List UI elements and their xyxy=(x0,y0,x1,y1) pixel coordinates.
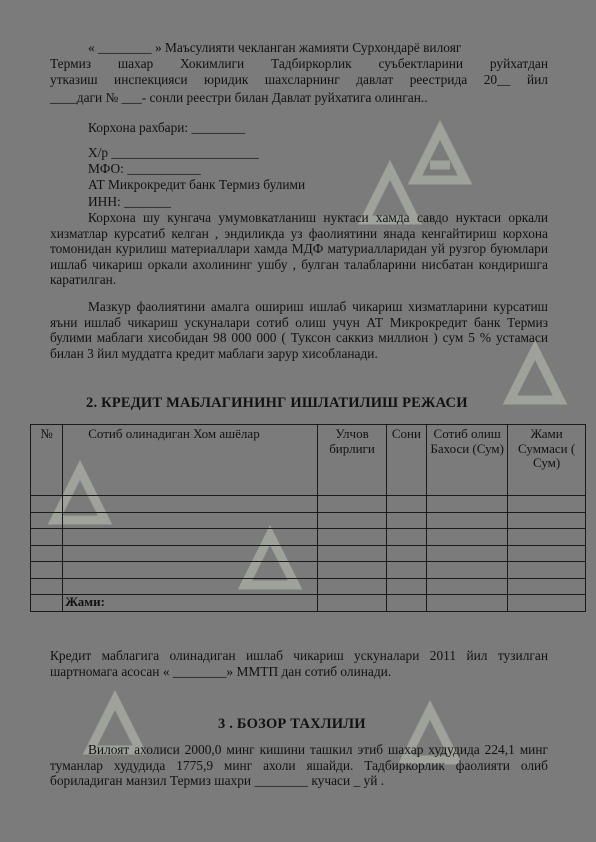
total-label: Жами: xyxy=(63,595,318,612)
body-paragraph: Мазкур фаолиятини амалга ошириш ишлаб чикариш хизматларини курсатиш яъни ишлаб чикариш ускуналари сотиб олиш учун АТ Микрокредит банк Термиз булими маблаги хисобидан 98 000 000 ( Туксон саккиз миллион ) сум 5 % устамаси билан 3 йил муддатга кредит маблаги зарур хисобланади. xyxy=(50,299,548,361)
intro-line: Термиз шахар Хокимлиги Тадбиркорлик суъбектларини руйхатдан xyxy=(50,56,548,71)
bank-field: АТ Микрокредит банк Термиз булими xyxy=(88,177,306,192)
table-row xyxy=(31,512,586,529)
inn-field: ИНН: _______ xyxy=(88,194,171,209)
table-row xyxy=(31,496,586,513)
intro-line: « ________ » Маъсулияти чекланган жамияти Сурхондарё вилояг xyxy=(88,40,462,55)
intro-line: ____даги № ___- сонли реестри билан Давлат руйхатига олинган.. xyxy=(50,90,428,105)
section-heading: 3 . БОЗОР ТАХЛИЛИ xyxy=(218,716,366,732)
table-row xyxy=(31,545,586,562)
table-header: Сони xyxy=(386,425,427,496)
table-row xyxy=(31,562,586,579)
market-paragraph: Вилоят ахолиси 2000,0 минг кишини ташкил этиб шахар худудида 224,1 минг туманлар худудида 1775,9 минг ахоли яшайди. Тадбиркорлик фаолияти олиб бориладиган манзил Термиз шахри ________ кучаси _ уй . xyxy=(50,742,548,788)
section-heading: 2. КРЕДИТ МАБЛАГИНИНГ ИШЛАТИЛИШ РЕЖАСИ xyxy=(86,395,468,411)
table-total-row xyxy=(31,595,586,612)
director-field: Корхона рахбари: ________ xyxy=(88,120,246,135)
mfo-field: МФО: ___________ xyxy=(88,161,201,176)
table-header: Улчов бирлиги xyxy=(318,425,386,496)
intro-line: утказиш инспекцияси юридик шахсларнинг давлат реестрида 20__ йил xyxy=(50,72,548,87)
table-header: Жами Суммаси ( Сум) xyxy=(508,425,586,496)
table-header: Сотиб олиш Бахоси (Сум) xyxy=(427,425,508,496)
table-header-row xyxy=(31,425,586,496)
table-row xyxy=(31,529,586,546)
table-row xyxy=(31,578,586,595)
credit-note: Кредит маблагига олинадиган ишлаб чикариш ускуналари 2011 йил тузилган шартномага асосан « ________» ММТП дан сотиб олинади. xyxy=(50,648,548,679)
table-header: Сотиб олинадиган Хом ашёлар xyxy=(63,425,318,496)
body-paragraph: Корхона шу кунгача умумовкатланиш нуктаси хамда савдо нуктаси оркали хизматлар курсатиб келган , эндиликда уз фаолиятини янада кенгайтириш корхона томонидан курилиш материаллари хамда МДФ матуриалларидан уй рузгор буюмлари ишлаб чикариш оркали ахолининг ушбу , булган талабларини нисбатан кондиришга каратилган. xyxy=(50,210,548,287)
credit-plan-table xyxy=(30,424,586,612)
account-field: Х/р ______________________ xyxy=(88,145,259,160)
table-header: № xyxy=(31,425,63,496)
